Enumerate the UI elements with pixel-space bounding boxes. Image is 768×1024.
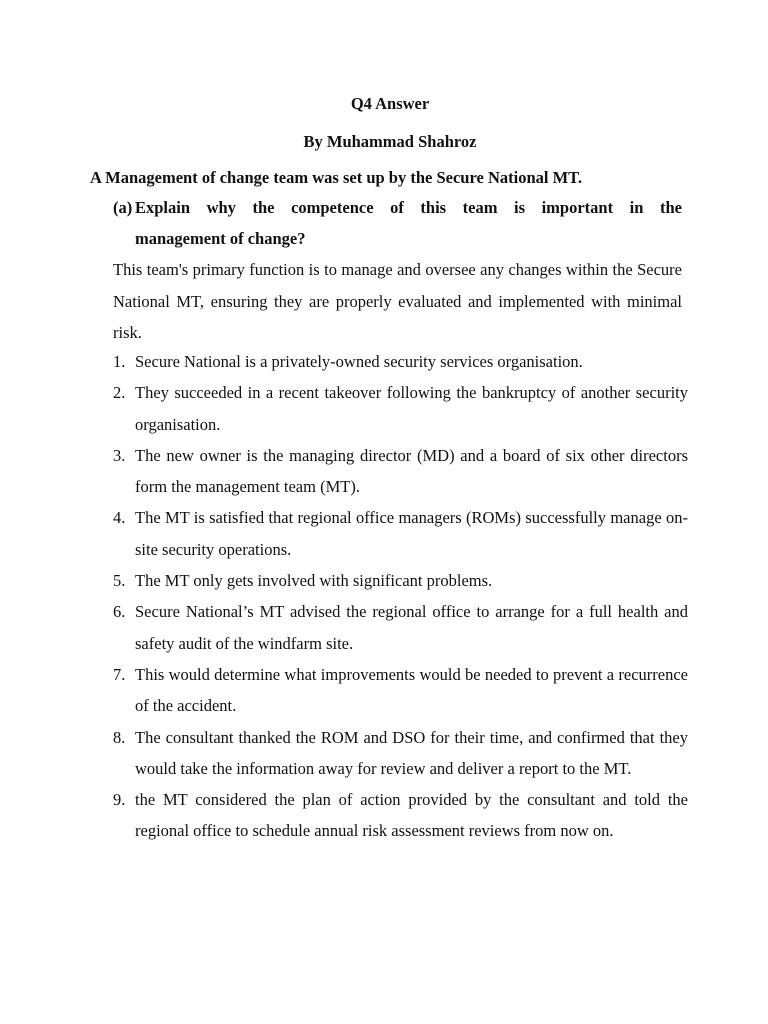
answer-intro: This team's primary function is to manage and oversee any changes within the Secure National MT, ensuring they are properly evaluated and implemented with minimal risk.: [113, 260, 682, 342]
points-list: [113, 346, 688, 847]
section-heading: A Management of change team was set up by the Secure National MT.: [90, 168, 583, 187]
document-title: Q4 Answer: [350, 94, 430, 113]
list-item-text: the MT considered the plan of action provided by the consultant and told the regional office to schedule annual risk assessment reviews from now on.: [135, 790, 688, 841]
list-item-text: The MT only gets involved with significant problems.: [135, 571, 493, 591]
list-item: [113, 659, 688, 722]
question-line-2: management of change?: [135, 229, 306, 248]
question-a: [113, 192, 682, 254]
list-item-number: 6.: [113, 602, 126, 622]
list-item: [113, 502, 688, 565]
document-author: By Muhammad Shahroz: [303, 132, 477, 151]
list-item-number: 3.: [113, 445, 126, 465]
list-item-number: 4.: [113, 508, 126, 528]
list-item-text: The MT is satisfied that regional office managers (ROMs) successfully manage on-site security operations.: [135, 508, 688, 559]
list-item-number: 9.: [113, 790, 126, 810]
list-item-text: The new owner is the managing director (MD) and a board of six other directors form the management team (MT).: [135, 445, 688, 497]
list-item-text: Secure National’s MT advised the regional office to arrange for a full health and safety audit of the windfarm site.: [135, 602, 688, 653]
question-line-1: Explain why the competence of this team is important in the: [135, 198, 682, 217]
list-item-number: 1.: [113, 352, 126, 371]
list-item-text: This would determine what improvements would be needed to prevent a recurrence of the accident.: [135, 664, 688, 716]
list-item-number: 8.: [113, 727, 126, 747]
question-label: (a): [113, 198, 133, 217]
question-text: [135, 192, 682, 254]
list-item: [113, 722, 688, 785]
list-item: [113, 440, 688, 503]
list-item: [113, 346, 688, 377]
list-item-text: The consultant thanked the ROM and DSO for their time, and confirmed that they would take the information away for review and deliver a report to the MT.: [135, 727, 688, 778]
list-item-number: 2.: [113, 383, 126, 403]
list-item: [113, 565, 688, 596]
list-item: [113, 596, 688, 659]
list-item: [113, 377, 688, 440]
list-item-text: Secure National is a privately-owned security services organisation.: [135, 352, 583, 371]
list-item-number: 7.: [113, 664, 126, 684]
list-item: [113, 784, 688, 847]
list-item-text: They succeeded in a recent takeover following the bankruptcy of another security organisation.: [135, 383, 688, 434]
list-item-number: 5.: [113, 571, 126, 591]
